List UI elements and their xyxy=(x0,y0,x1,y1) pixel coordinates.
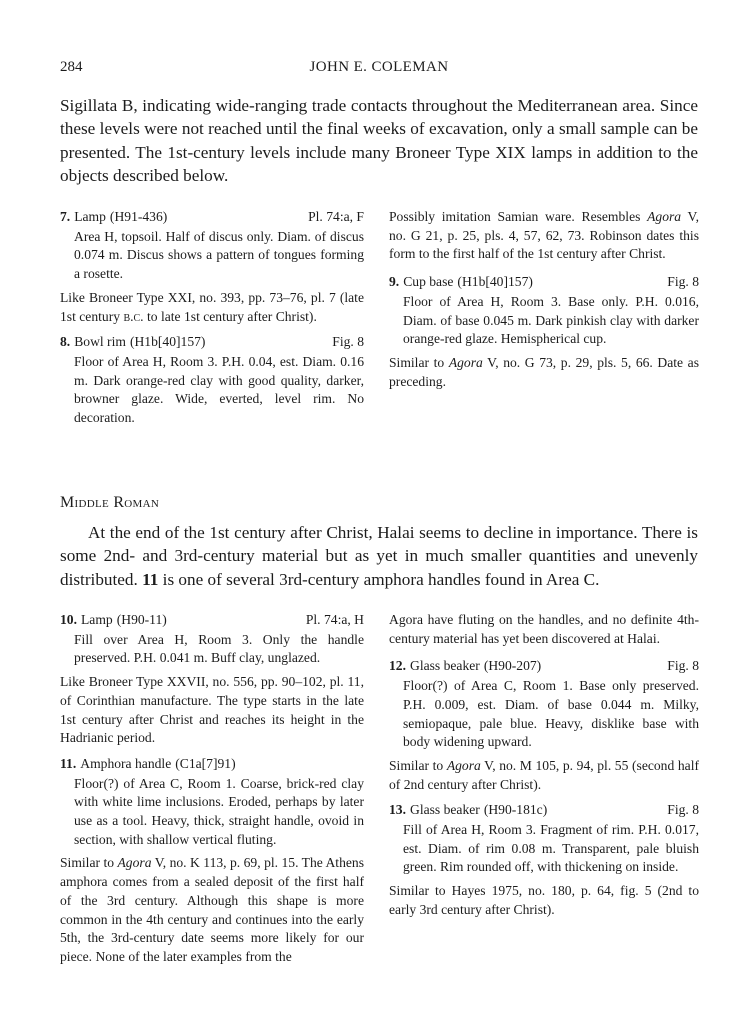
entry-heading xyxy=(60,333,364,352)
entry-inventory-number: (H1b[40]157) xyxy=(129,334,206,350)
entry-heading xyxy=(60,611,364,630)
entry-illustration-ref: Fig. 8 xyxy=(667,802,699,818)
entry-object-name: Lamp xyxy=(81,612,113,627)
catalogue-entry-7 xyxy=(60,208,364,326)
running-head-author: JOHN E. COLEMAN xyxy=(309,59,449,75)
catalogue-entry-13 xyxy=(389,801,699,919)
entry-8-comparanda: Possibly imitation Samian ware. Resembles Agora V, no. G 21, p. 25, pls. 4, 57, 62, 73. Robinson dates this form to the first half of the 1st century after Christ. xyxy=(389,209,699,262)
entry-inventory-number: (H91-436) xyxy=(109,209,168,224)
entry-comparanda: Similar to Agora V, no. G 73, p. 29, pls. 5, 66. Date as preceding. xyxy=(389,354,700,389)
entry-comparanda: Similar to Agora V, no. K 113, p. 69, pl. 15. The Athens amphora comes from a sealed deposit of the first half of the 3rd century. Although this shape is more common in the 4th century and continues into the early 5th, the 3rd-century date seems more likely for our piece. None of the later examples from the xyxy=(60,855,365,964)
catalogue-entry-9 xyxy=(389,273,699,391)
running-header xyxy=(60,59,698,81)
entry-number: 13. xyxy=(389,802,406,818)
entry-object-name: Amphora handle xyxy=(80,755,172,771)
catalogue-entry-12 xyxy=(389,657,699,794)
entry-number: 11. xyxy=(60,755,77,771)
entry-number: 9. xyxy=(389,274,400,290)
entry-description: Area H, topsoil. Half of discus only. Diam. of discus 0.074 m. Discus shows a pattern of tongues forming a rosette. xyxy=(74,228,364,282)
entry-number: 10. xyxy=(60,612,77,627)
intro-paragraph: Sigillata B, indicating wide-ranging trade contacts throughout the Mediterranean area. Since these levels were not reached until the final weeks of excavation, only a small sample can be presented. The 1st-century levels include many Broneer Type XIX lamps in addition to the objects described below. xyxy=(60,96,698,185)
entry-comparanda: Similar to Agora V, no. M 105, p. 94, pl. 55 (second half of 2nd century after Christ). xyxy=(389,757,700,792)
entry-object-name: Glass beaker xyxy=(410,658,480,674)
entry-inventory-number: (H90-11) xyxy=(116,612,167,627)
entry-11-comparanda-continued: Agora have fluting on the handles, and no definite 4th-century material has yet been discovered at Halai. xyxy=(389,612,699,646)
page-number: 284 xyxy=(60,59,83,75)
entry-description: Fill of Area H, Room 3. Fragment of rim. P.H. 0.017, est. Diam. of rim 0.08 m. Transparent, pale bluish green. Rim rounded off, with thickening on inside. xyxy=(403,822,699,875)
catalogue-entry-10 xyxy=(60,611,364,748)
entry-comparanda: Like Broneer Type XXI, no. 393, pp. 73–76, pl. 7 (late 1st century b.c. to late 1st century after Christ). xyxy=(60,289,364,324)
catalogue-entry-8 xyxy=(60,333,364,428)
entry-inventory-number: (H90-181c) xyxy=(483,802,548,818)
entry-comparanda: Similar to Hayes 1975, no. 180, p. 64, fig. 5 (2nd to early 3rd century after Christ). xyxy=(389,883,699,917)
catalogue-column-upper-right xyxy=(389,208,699,398)
entry-inventory-number: (H1b[40]157) xyxy=(457,274,533,290)
entry-illustration-ref: Fig. 8 xyxy=(667,274,699,290)
entry-comparanda: Like Broneer Type XXVII, no. 556, pp. 90–102, pl. 11, of Corinthian manufacture. The type starts in the late 1st century after Christ and reaches its height in the Hadrianic period. xyxy=(60,674,364,746)
entry-object-name: Bowl rim xyxy=(74,334,126,350)
entry-description: Fill over Area H, Room 3. Only the handle preserved. P.H. 0.041 m. Buff clay, unglazed. xyxy=(74,631,364,666)
entry-heading xyxy=(60,755,364,774)
catalogue-entry-11 xyxy=(60,755,364,967)
catalogue-column-lower-left xyxy=(60,611,364,974)
catalogue-column-lower-right xyxy=(389,611,699,927)
catalogue-number-reference: 11 xyxy=(142,569,159,589)
entry-heading xyxy=(389,657,699,676)
entry-description: Floor(?) of Area C, Room 1. Base only preserved. P.H. 0.009, est. Diam. of base 0.044 m. Milky, semiopaque, pale blue. Heavy, disklike base with body widening upward. xyxy=(403,678,699,750)
entry-heading xyxy=(389,801,699,820)
entry-object-name: Cup base xyxy=(403,274,454,290)
entry-object-name: Glass beaker xyxy=(410,802,480,818)
entry-description: Floor(?) of Area C, Room 1. Coarse, brick-red clay with white lime inclusions. Eroded, perhaps by later use as a tool. Heavy, thick, straight handle, ovoid in section, with shallow vertical fluting. xyxy=(74,775,364,847)
section-heading: Middle Roman xyxy=(60,494,160,511)
entry-description: Floor of Area H, Room 3. P.H. 0.04, est. Diam. 0.16 m. Dark orange-red clay with good quality, darker, browner glaze. Wide, everted, level rim. No decoration. xyxy=(74,353,364,426)
entry-illustration-ref: Pl. 74:a, H xyxy=(305,612,364,627)
entry-inventory-number: (H90-207) xyxy=(483,658,542,674)
entry-heading xyxy=(60,208,364,227)
entry-object-name: Lamp xyxy=(74,209,106,224)
entry-number: 12. xyxy=(389,658,406,674)
entry-illustration-ref: Pl. 74:a, F xyxy=(308,209,364,224)
entry-description: Floor of Area H, Room 3. Base only. P.H. 0.016, Diam. of base 0.045 m. Dark pinkish clay with darker orange-red glaze. Hemispherical cup. xyxy=(403,293,699,347)
entry-inventory-number: (C1a[7]91) xyxy=(175,755,236,771)
entry-illustration-ref: Fig. 8 xyxy=(332,334,364,350)
entry-heading xyxy=(389,273,699,292)
entry-number: 7. xyxy=(60,209,71,224)
entry-illustration-ref: Fig. 8 xyxy=(667,658,699,674)
section-paragraph: At the end of the 1st century after Christ, Halai seems to decline in importance. There is some 2nd- and 3rd-century material but as yet in much smaller quantities and unevenly distributed. 11 is one of several 3rd-century amphora handles found in Area C. xyxy=(60,523,698,589)
catalogue-column-upper-left xyxy=(60,208,364,435)
entry-number: 8. xyxy=(60,334,71,350)
